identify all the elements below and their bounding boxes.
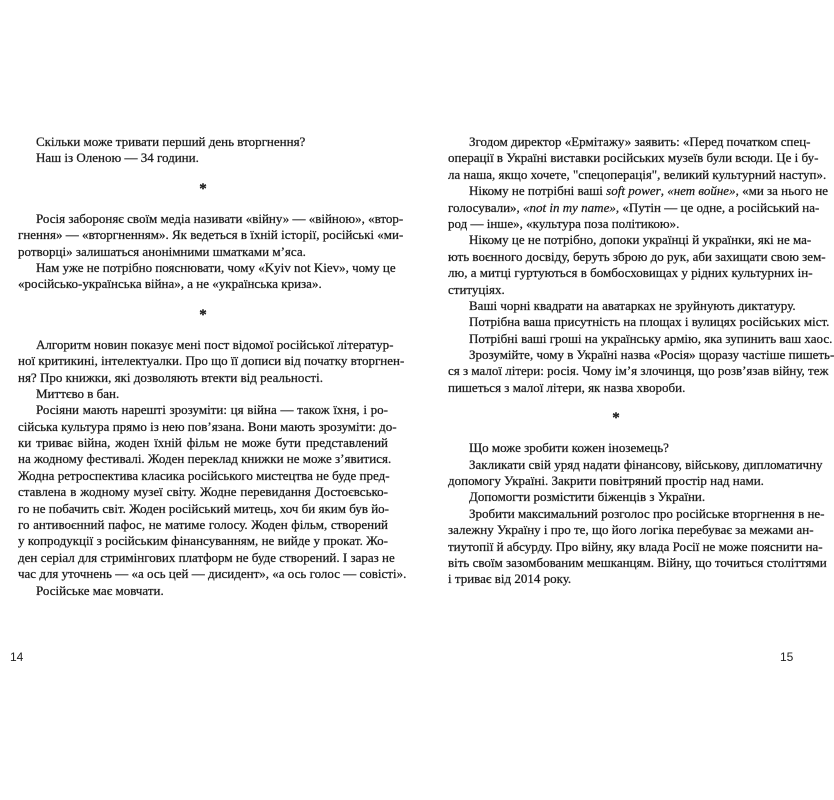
text-line: допомогу Україні. Закрити повітряний простір над нами. [448, 473, 764, 489]
section-separator: * [199, 306, 207, 323]
text-line: Алгоритм новин показує мені пост відомої російської літератур- [36, 336, 394, 352]
text-line: Що може зробити кожен іноземець? [469, 440, 669, 456]
text-segment: Нікому не потрібні ваші [469, 183, 607, 199]
text-line: ден серіал для стримінгових платформ не буде створений. І зараз не [18, 549, 395, 565]
text-line: Потрібна ваша присутність на площах і вулицях російських міст. [469, 314, 830, 330]
paragraph [18, 386, 388, 402]
text-line: Росія забороняє своїм медіа називати «війну» — «війною», «втор- [36, 210, 404, 226]
page-number-right: 15 [780, 650, 794, 664]
section-separator: * [612, 410, 620, 427]
text-segment: голосували», [448, 199, 524, 215]
paragraph [18, 336, 405, 386]
paragraph [18, 134, 388, 150]
text-line: віть своїм зазомбованим мешканцям. Війну, що точиться століттями [448, 554, 827, 570]
text-line: Нікому це не потрібно, допоки українці й українки, які не ма- [469, 232, 812, 248]
emphasis-text: «not in my name» [523, 199, 616, 215]
paragraph [448, 456, 823, 490]
text-line: Наш із Оленою — 34 години. [36, 150, 199, 166]
paragraph [448, 505, 827, 588]
page-number-left: 14 [10, 650, 24, 664]
text-line [448, 183, 829, 199]
right-page-text [448, 134, 834, 588]
paragraph [448, 232, 826, 298]
text-line: операції в Україні виставки російських музеїв були всюди. Це і бу- [448, 150, 819, 166]
text-line: у копродукції з російським фінансуванням, не вийде у прокат. Жо- [18, 533, 388, 549]
text-line: Скільки може тривати перший день вторгнення? [36, 134, 306, 149]
text-line: го антивоєнний пафос, не матиме голосу. Жоден фільм, створений [18, 517, 388, 533]
paragraph [448, 314, 830, 330]
text-line [448, 199, 820, 216]
text-line: Миттєво в бан. [36, 385, 120, 401]
text-line: гнення» — «вторгненням». Як ведеться в їхній історії, російські «ми- [18, 227, 404, 243]
paragraph [448, 134, 827, 183]
emphasis-text: «нет войне» [667, 183, 736, 199]
text-line: Росіяни мають нарешті зрозуміти: ця війна — також їхня, і ро- [36, 402, 388, 418]
paragraph [18, 210, 404, 260]
paragraph [18, 150, 388, 166]
text-line: залежну Україну і про те, що його логіка перебуває за межами ан- [448, 522, 814, 538]
emphasis-text: soft power [606, 183, 661, 199]
paragraph [448, 347, 834, 396]
paragraph [18, 259, 396, 293]
text-line: Нам уже не потрібно пояснювати, чому «Kyiv not Kiev», чому це [36, 259, 396, 275]
text-line: Потрібні ваші гроші на українську армію, яка зупинить ваш хаос. [469, 330, 833, 346]
text-line: ла наша, якщо хочете, "спецоперація", великий культурний наступ». [448, 166, 827, 182]
text-line: лю, а митці гуртуються в бомбосховищах у рідних культурних ін- [448, 265, 813, 281]
text-line: сійська культура прямо із нею пов’язана. Вони мають зрозуміти: до- [18, 418, 397, 434]
paragraph [448, 183, 829, 232]
text-line: ся з малої літери: росія. Чому ім’я злочинця, що розв’язав війну, теж [448, 363, 829, 379]
section-separator: * [199, 180, 207, 197]
text-line: ституціях. [448, 281, 505, 297]
text-segment: , [660, 183, 668, 199]
paragraph [448, 489, 784, 505]
text-line: Згодом директор «Ермітажу» заявить: «Перед початком спец- [469, 134, 811, 149]
text-line: Жодна ретроспектива класика російського мистецтва не буде пред- [18, 467, 390, 483]
text-line: ня? Про книжки, які дозволяють втекти від реальності. [18, 369, 323, 385]
paragraph [18, 583, 388, 599]
text-line: ставлена в жодному музеї світу. Жодне перевидання Достоєвсько- [18, 484, 388, 500]
text-line: Зрозумійте, чому в Україні назва «Росія» щоразу частіше пишеть- [469, 347, 834, 363]
text-line: Зробити максимальний розголос про російське вторгнення в не- [469, 505, 825, 521]
text-line: Ваші чорні квадрати на аватарках не зруйнують диктатуру. [469, 297, 796, 313]
paragraph [18, 402, 407, 582]
text-line: час для уточнень — «а ось цей — дисидент», «а ось голос — совісті». [18, 566, 407, 582]
text-line: ротворці» залишаться анонімними шматками м’яса. [18, 243, 306, 259]
text-line: Закликати свій уряд надати фінансову, військову, дипломатичну [469, 456, 823, 472]
text-line: го не побачить світ. Жоден російський митець, хоч би яким був йо- [18, 500, 390, 516]
text-line: род — інше», «культура поза політикою». [448, 215, 680, 231]
paragraph [448, 440, 784, 456]
text-line: Російське має мовчати. [36, 582, 164, 598]
text-line: ної критикині, інтелектуалки. Про що її дописи від початку вторгнен- [18, 353, 405, 369]
text-segment: , «Путін — це одне, а російський на- [615, 199, 820, 215]
paragraph [448, 297, 796, 314]
text-line: «російсько-українська війна», а не «українська криза». [18, 276, 322, 292]
text-line: пишеться з малої літери, як назва хвороби. [448, 379, 686, 395]
text-line: ють воєнного досвіду, беруть зброю до рук, аби захищати свою зем- [448, 248, 826, 264]
paragraph [448, 330, 833, 347]
text-line: Допомогти розмістити біженців з України. [469, 489, 706, 505]
text-line: і триває від 2014 року. [448, 571, 572, 587]
left-page-text [18, 134, 407, 599]
text-line: на жодному фестивалі. Жоден переклад книжки не може з’явитися. [18, 451, 392, 467]
text-segment: , «ми за нього не [735, 183, 829, 199]
text-line: тиутопії й абсурду. Про війну, яку влада Росії не може пояснити на- [448, 538, 823, 554]
text-line: ки триває війна, жоден їхній фільм не може бути представлений [18, 435, 388, 451]
